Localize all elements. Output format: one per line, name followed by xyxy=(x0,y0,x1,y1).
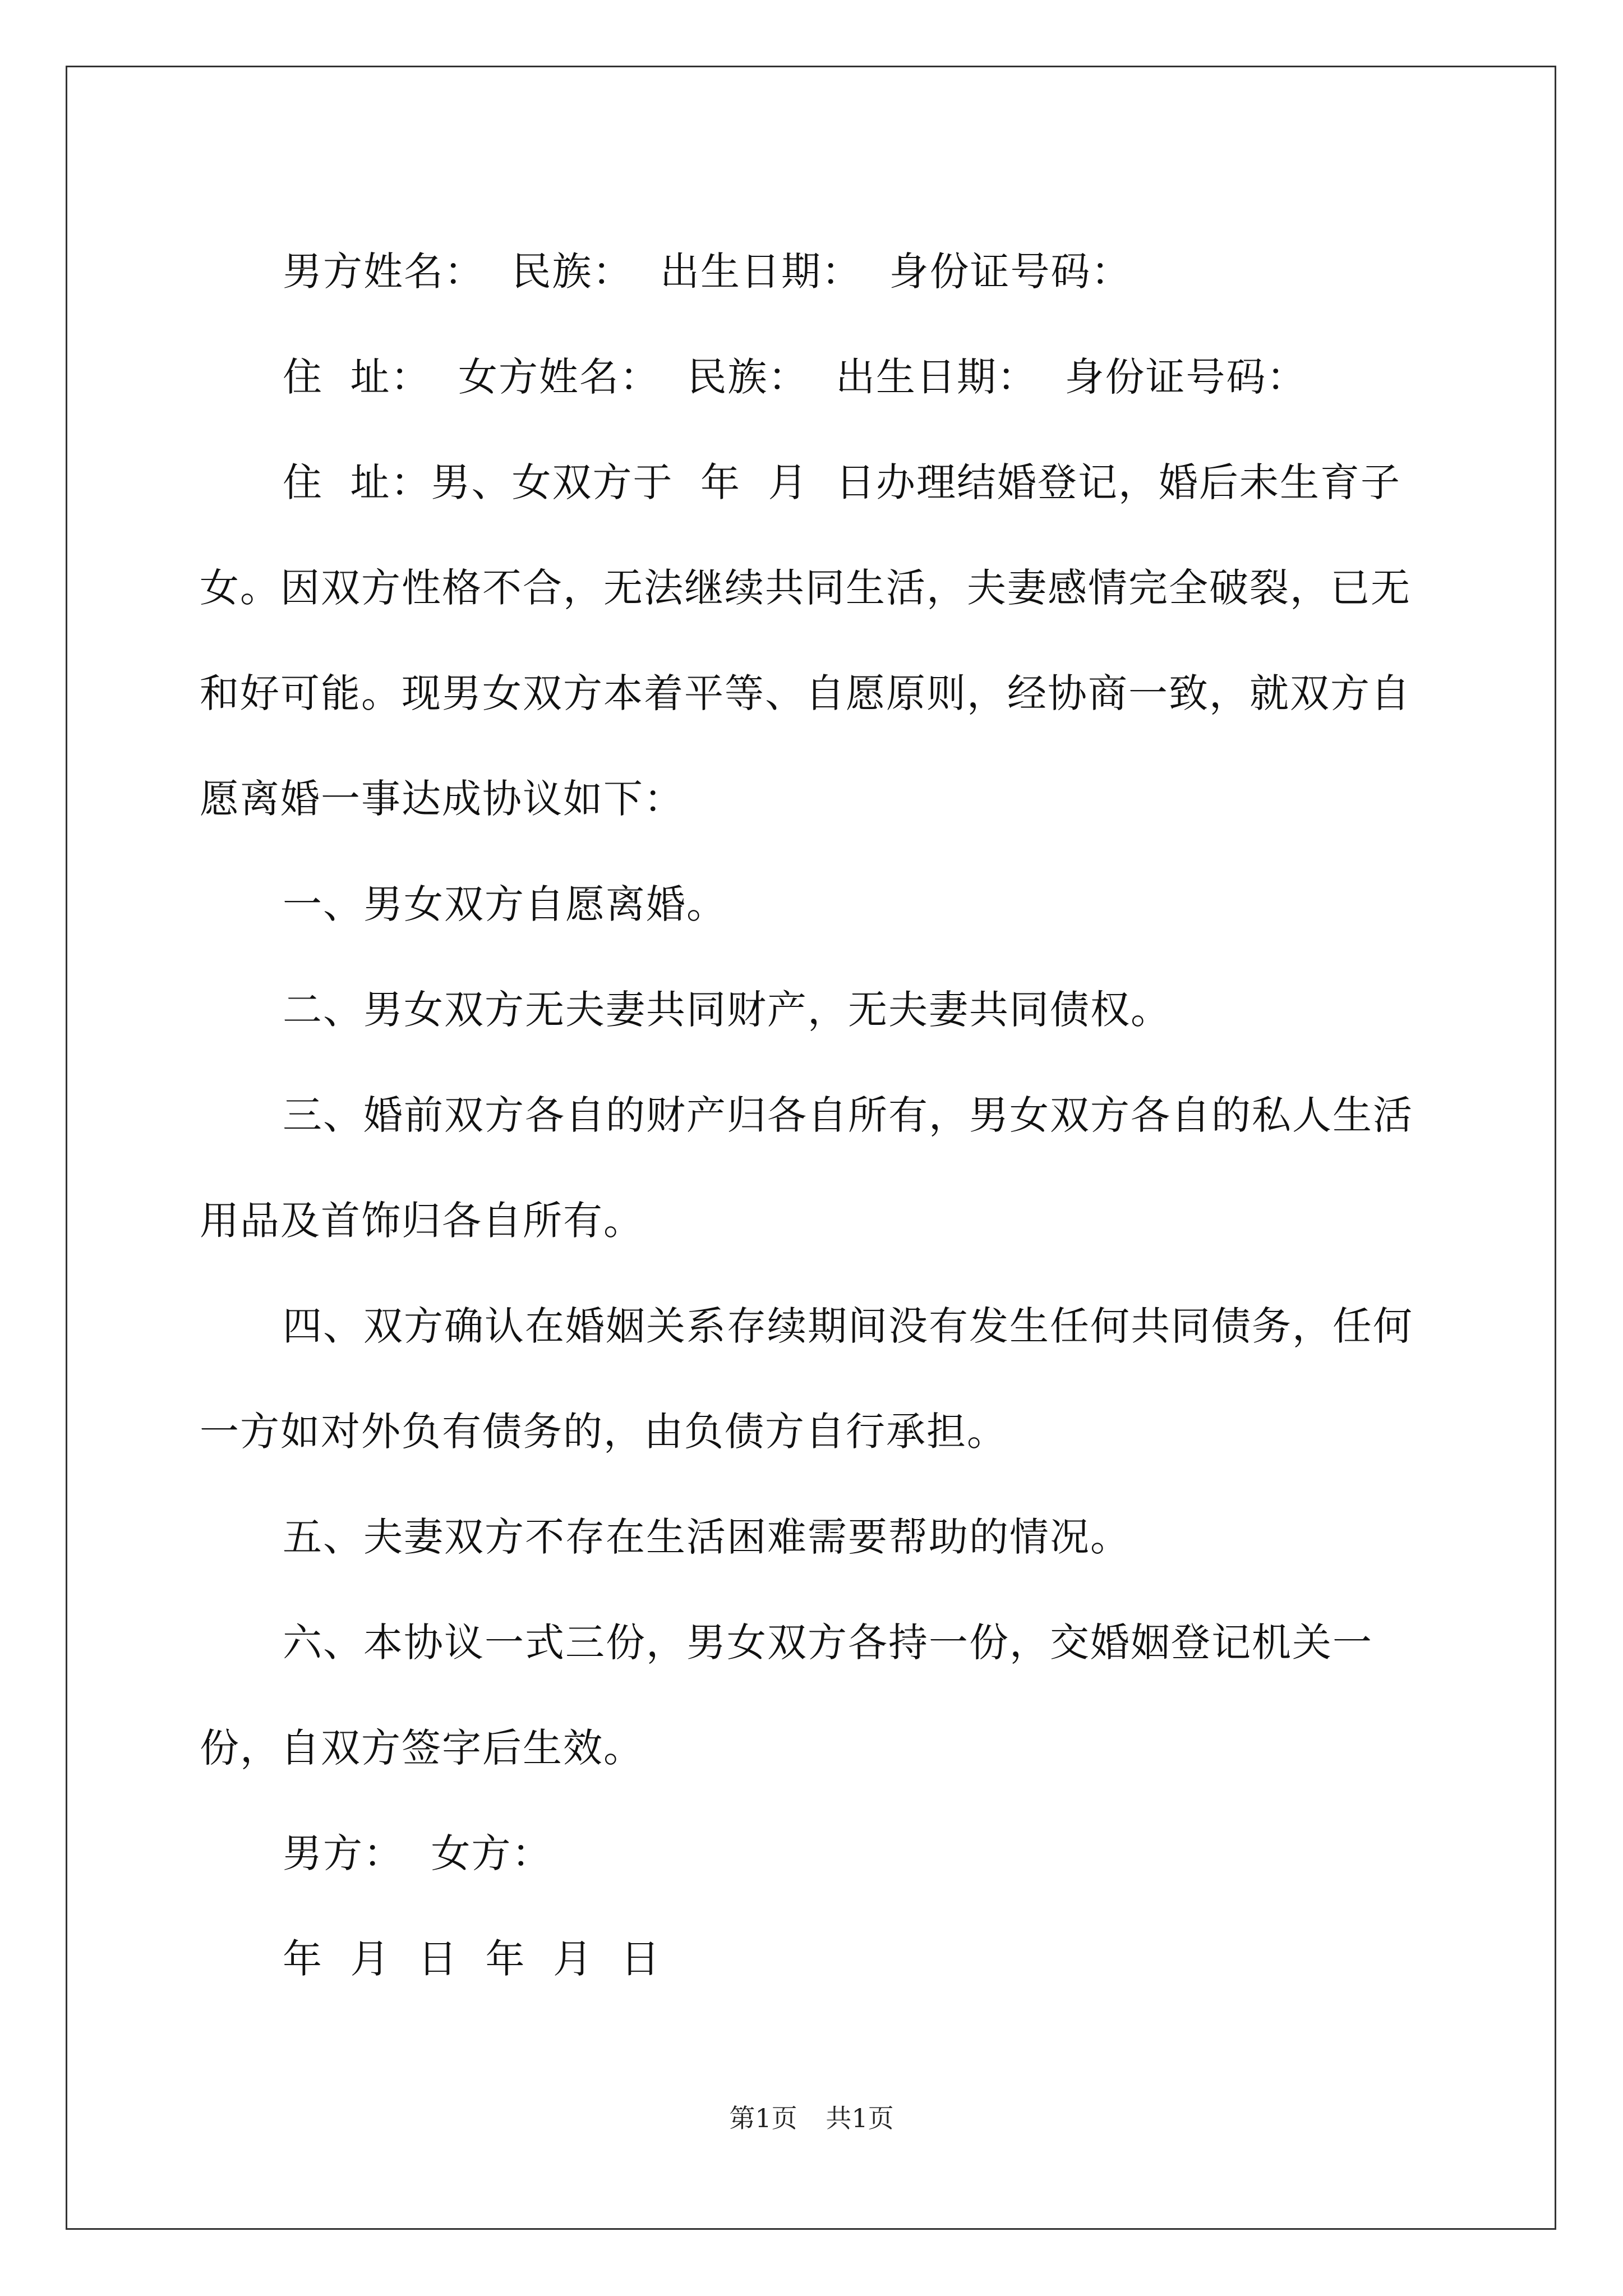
paragraph-clause-2: 二、男女双方无夫妻共同财产，无夫妻共同债权。 xyxy=(283,987,1171,1033)
page-footer xyxy=(0,2098,1623,2135)
signature-line: 男方： 女方： xyxy=(283,1830,552,1876)
paragraph-marriage-intro: 住 址：男、女双方于 年 月 日办理结婚登记，婚后未生育子女。因双方性格不合，无法继续共同生活，夫妻感情完全破裂，已无和好可能。现男女双方本着平等、自愿原则，经协商一致，就双方自愿离婚一事达成协议如下： xyxy=(200,459,1411,822)
paragraph-clause-4: 四、双方确认在婚姻关系存续期间没有发生任何共同债务，任何一方如对外负有债务的，由负债方自行承担。 xyxy=(200,1303,1413,1455)
paragraph-male-info: 男方姓名： 民族： 出生日期： 身份证号码： xyxy=(283,249,1132,295)
document-body xyxy=(200,219,1433,2012)
paragraph-clause-5: 五、夫妻双方不存在生活困难需要帮助的情况。 xyxy=(283,1514,1131,1560)
date-line: 年 月 日 年 月 日 xyxy=(283,1936,661,1982)
page-number-total: 共1页 xyxy=(826,2103,894,2133)
page-number-current: 第1页 xyxy=(729,2103,797,2133)
paragraph-clause-6: 六、本协议一式三份，男女双方各持一份，交婚姻登记机关一份，自双方签字后生效。 xyxy=(200,1619,1373,1771)
paragraph-address-female-info: 住 址： 女方姓名： 民族： 出生日期： 身份证号码： xyxy=(283,354,1307,400)
paragraph-clause-3: 三、婚前双方各自的财产归各自所有，男女双方各自的私人生活用品及首饰归各自所有。 xyxy=(200,1092,1413,1244)
paragraph-clause-1: 一、男女双方自愿离婚。 xyxy=(283,881,727,927)
